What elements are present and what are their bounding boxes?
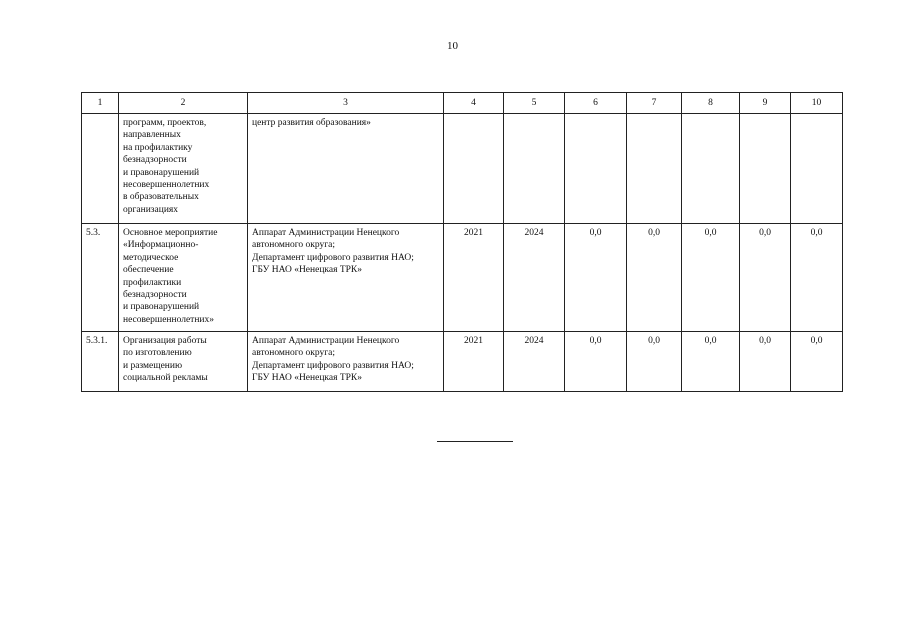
start-year	[444, 114, 504, 224]
measure-name-line: организациях	[123, 204, 179, 215]
value-col-6: 0,0	[565, 332, 627, 392]
column-header: 5	[504, 93, 565, 114]
measure-name-line: «Информационно-	[123, 240, 199, 251]
column-header: 4	[444, 93, 504, 114]
measure-name-line: Организация работы	[123, 336, 207, 346]
executor	[248, 332, 444, 392]
value-col-8: 0,0	[682, 332, 740, 392]
executor-line: автономного округа;	[252, 348, 336, 359]
measures-table	[81, 92, 843, 392]
measure-name-line: и правонарушений	[123, 167, 200, 178]
end-year	[504, 114, 565, 224]
executor-line: центр развития образования»	[252, 118, 371, 128]
measure-number: 5.3.	[82, 224, 119, 332]
value-col-9: 0,0	[740, 224, 791, 332]
measure-number: 5.3.1.	[82, 332, 119, 392]
table-row	[82, 332, 843, 392]
end-separator-line	[437, 441, 513, 442]
measure-name-line: методическое	[123, 252, 179, 263]
value-col-6	[565, 114, 627, 224]
start-year: 2021	[444, 224, 504, 332]
measure-name-line: профилактики	[123, 277, 182, 288]
measure-name-line: программ, проектов,	[123, 118, 207, 128]
measure-name-line: и правонарушений	[123, 302, 200, 313]
table-row	[82, 114, 843, 224]
executor-line: Департамент цифрового развития НАО;	[252, 360, 414, 371]
column-header: 9	[740, 93, 791, 114]
column-header: 2	[119, 93, 248, 114]
measure-name-line: направленных	[123, 130, 181, 141]
value-col-7: 0,0	[627, 224, 682, 332]
executor-line: Аппарат Администрации Ненецкого	[252, 336, 400, 346]
value-col-9: 0,0	[740, 332, 791, 392]
measure-name-line: социальной рекламы	[123, 373, 208, 384]
value-col-10: 0,0	[791, 224, 843, 332]
measure-name	[119, 114, 248, 224]
start-year: 2021	[444, 332, 504, 392]
executor-line: автономного округа;	[252, 240, 336, 251]
value-col-6: 0,0	[565, 224, 627, 332]
column-header: 1	[82, 93, 119, 114]
measure-name-line: обеспечение	[123, 265, 174, 276]
column-header: 6	[565, 93, 627, 114]
measure-number	[82, 114, 119, 224]
value-col-10	[791, 114, 843, 224]
value-col-9	[740, 114, 791, 224]
measure-name-line: несовершеннолетних	[123, 180, 210, 191]
measure-name-line: безнадзорности	[123, 290, 187, 301]
executor	[248, 224, 444, 332]
executor-line: Департамент цифрового развития НАО;	[252, 252, 414, 263]
value-col-7	[627, 114, 682, 224]
measure-name-line: на профилактику	[123, 142, 193, 153]
measure-name-line: несовершеннолетних»	[123, 314, 215, 325]
column-header: 7	[627, 93, 682, 114]
measure-name-line: по изготовлению	[123, 348, 192, 359]
measure-name-line: и размещению	[123, 360, 183, 371]
value-col-8: 0,0	[682, 224, 740, 332]
column-header: 10	[791, 93, 843, 114]
measure-name-line: безнадзорности	[123, 155, 187, 166]
measure-name-line: Основное мероприятие	[123, 228, 218, 238]
measure-name-line: в образовательных	[123, 192, 199, 203]
executor-line: ГБУ НАО «Ненецкая ТРК»	[252, 373, 363, 384]
measure-name	[119, 332, 248, 392]
column-header: 8	[682, 93, 740, 114]
executor	[248, 114, 444, 224]
executor-line: ГБУ НАО «Ненецкая ТРК»	[252, 265, 363, 276]
table-row	[82, 224, 843, 332]
executor-line: Аппарат Администрации Ненецкого	[252, 228, 400, 238]
column-header: 3	[248, 93, 444, 114]
value-col-10: 0,0	[791, 332, 843, 392]
value-col-8	[682, 114, 740, 224]
value-col-7: 0,0	[627, 332, 682, 392]
end-year: 2024	[504, 224, 565, 332]
page-number: 10	[447, 40, 458, 52]
header-row	[82, 93, 843, 114]
end-year: 2024	[504, 332, 565, 392]
measure-name	[119, 224, 248, 332]
